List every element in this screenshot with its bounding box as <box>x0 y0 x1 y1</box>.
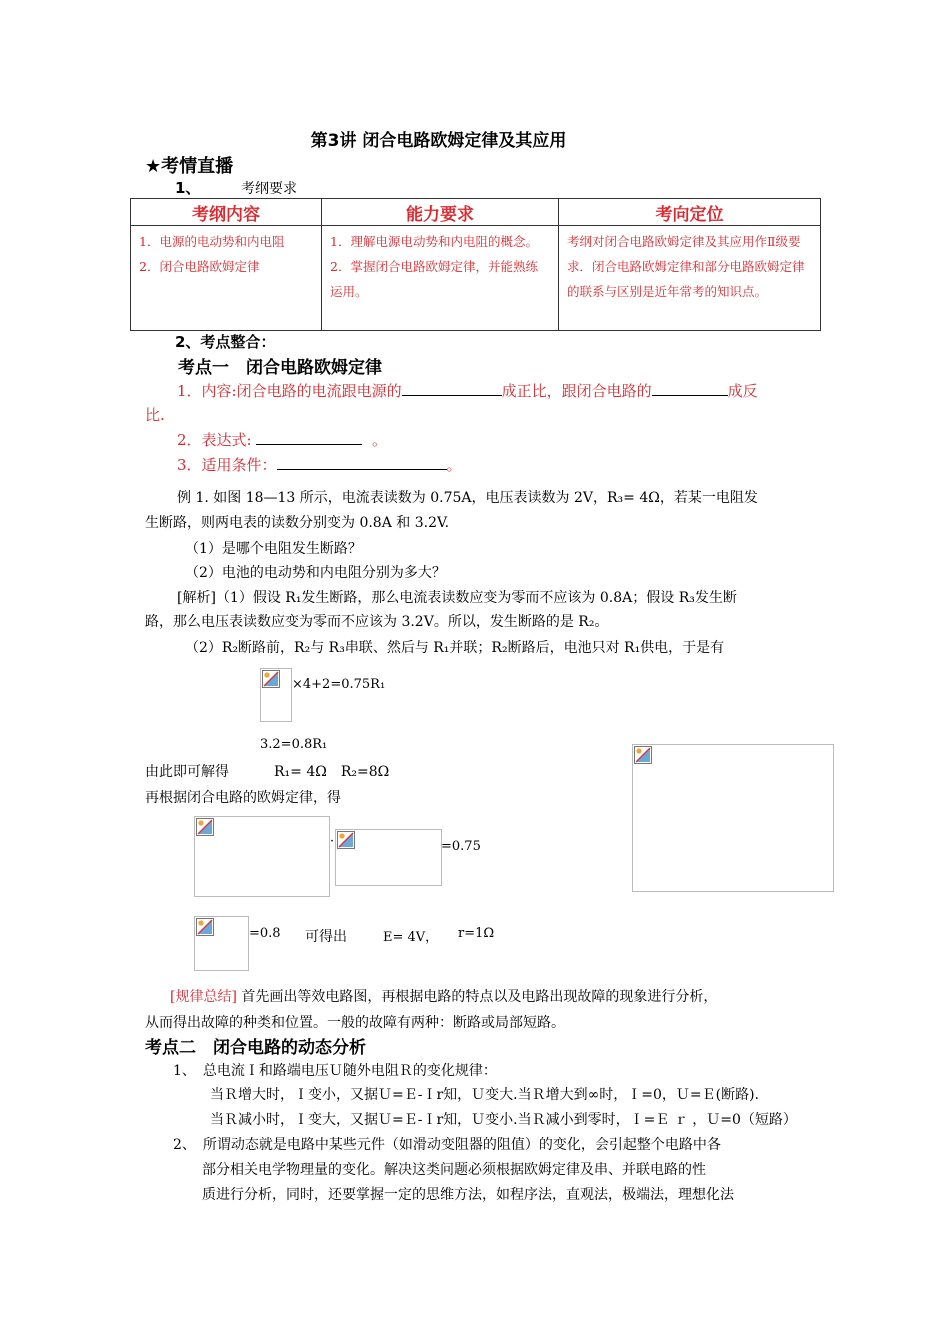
table-cell-line: 1．理解电源电动势和内电阻的概念。 <box>330 234 538 249</box>
solution-text: 路，那么电压表读数应变为零而不应该为 3.2V。所以，发生断路的是 R₂。 <box>145 614 609 630</box>
solve-values: R₁= 4Ω R₂=8Ω <box>274 764 390 780</box>
result-resistance: r=1Ω <box>458 926 495 941</box>
image-placeholder-icon <box>634 746 652 764</box>
table-cell-content <box>131 226 322 331</box>
subsection-heading-points: 2、考点整合： <box>175 333 276 351</box>
table-header: 能力要求 <box>322 199 559 226</box>
point2-title: 考点二 闭合电路的动态分析 <box>145 1038 366 1058</box>
formula-image <box>260 668 292 722</box>
equation-2: 3.2=0.8R₁ <box>260 737 328 752</box>
summary-tag: [规律总结] <box>170 989 237 1005</box>
table-header: 考纲内容 <box>131 199 322 226</box>
formula-image <box>194 916 249 971</box>
image-placeholder-icon <box>262 670 280 688</box>
solve-label: 由此即可解得 <box>145 764 229 780</box>
solution-text: [解析]（1）假设 R₁发生断路，那么电流表读数应变为零而不应该为 0.8A；假设 R₃发生断 <box>177 590 737 606</box>
example-question: （2）电池的电动势和内电阻分别为多大？ <box>185 565 446 581</box>
result-emf: E= 4V， <box>383 930 439 945</box>
table-cell-line: 2．掌握闭合电路欧姆定律，并能熟练运用。 <box>330 259 538 299</box>
page-title: 第3讲 闭合电路欧姆定律及其应用 <box>310 131 567 151</box>
point1-item1: 1．内容:闭合电路的电流跟电源的 成正比，跟闭合电路的 成反 <box>177 382 758 400</box>
summary-text: 从而得出故障的种类和位置。一般的故障有两种：断路或局部短路。 <box>145 1015 565 1031</box>
subsection-label: 考纲要求 <box>241 181 297 197</box>
point1-title: 考点一 闭合电路欧姆定律 <box>178 358 382 378</box>
point2-item2: 2、 所谓动态就是电路中某些元件（如滑动变阻器的阻值）的变化，会引起整个电路中各 <box>173 1137 721 1153</box>
point1-item1-cont: 比. <box>145 406 165 424</box>
table-header: 考向定位 <box>559 199 821 226</box>
point2-item1-line: 当Ｒ减小时，Ｉ变大，又据Ｕ=Ｅ-Ｉr知，Ｕ变小.当Ｒ减小到零时，Ｉ=Ｅ ｒ ，Ｕ=0（短路） <box>210 1112 797 1128</box>
table-cell-line: 2．闭合电路欧姆定律 <box>139 259 260 274</box>
fill-blank <box>652 381 728 396</box>
image-placeholder-icon <box>196 818 214 836</box>
equation-4: =0.8 <box>249 926 281 941</box>
ohm-law-text: 再根据闭合电路的欧姆定律，得 <box>145 790 341 806</box>
subsection-number: 1、 <box>175 179 201 197</box>
summary-text: [规律总结] 首先画出等效电路图，再根据电路的特点以及电路出现故障的现象进行分析， <box>170 989 718 1005</box>
multiply-dot: · <box>330 834 335 849</box>
section-heading-exam-overview: ★考情直播 <box>145 156 234 177</box>
equation-3: =0.75 <box>441 839 481 854</box>
point1-item2: 2．表达式: 。 <box>177 431 387 449</box>
fill-blank <box>256 430 362 445</box>
point2-item1-line: 当Ｒ增大时，Ｉ变小，又据Ｕ=Ｅ-Ｉr知，Ｕ变大.当Ｒ增大到∞时，Ｉ=0，Ｕ=Ｅ(断路). <box>210 1087 760 1103</box>
circuit-figure <box>632 744 834 892</box>
example-text: 生断路，则两电表的读数分别变为 0.8A 和 3.2V. <box>145 515 450 531</box>
image-placeholder-icon <box>337 831 355 849</box>
fill-blank <box>402 381 502 396</box>
solution-text: （2）R₂断路前，R₂与 R₃串联、然后与 R₁并联；R₂断路后，电池只对 R₁供电，于是有 <box>185 640 725 656</box>
table-cell-ability <box>322 226 559 331</box>
point1-item3: 3．适用条件： 。 <box>177 456 462 474</box>
example-text: 例 1. 如图 18—13 所示，电流表读数为 0.75A，电压表读数为 2V，R₃= 4Ω，若某一电阻发 <box>177 490 758 506</box>
example-question: （1）是哪个电阻发生断路？ <box>185 541 362 557</box>
point2-item2-line: 部分相关电学物理量的变化。解决这类问题必须根据欧姆定律及串、并联电路的性 <box>202 1162 706 1178</box>
table-cell-line: 1．电源的电动势和内电阻 <box>139 234 285 249</box>
formula-image <box>194 816 330 897</box>
table-cell-orientation: 考纲对闭合电路欧姆定律及其应用作Ⅱ级要求．闭合电路欧姆定律和部分电路欧姆定律的联系与区别是近年常考的知识点。 <box>559 226 821 331</box>
point2-item2-line: 质进行分析，同时，还要掌握一定的思维方法，如程序法，直观法，极端法，理想化法 <box>202 1187 734 1203</box>
fill-blank <box>277 455 447 470</box>
result-label: 可得出 <box>305 929 347 945</box>
requirements-table <box>130 198 821 331</box>
image-placeholder-icon <box>196 918 214 936</box>
equation-1: ×4+2=0.75R₁ <box>292 677 386 692</box>
point2-item1: 1、 总电流Ｉ和路端电压Ｕ随外电阻Ｒ的变化规律： <box>173 1063 497 1079</box>
formula-image <box>335 829 442 886</box>
